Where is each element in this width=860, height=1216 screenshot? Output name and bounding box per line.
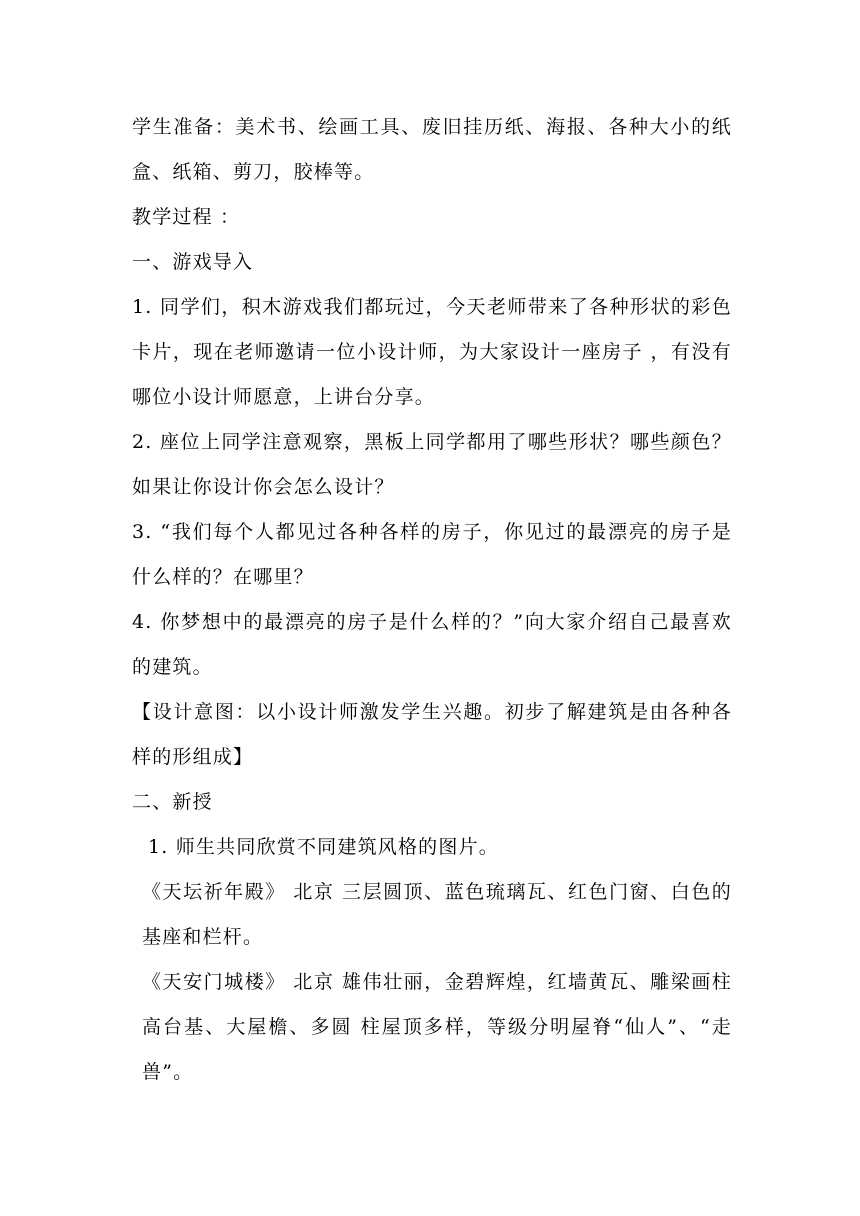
- list-item-2: 2. 座位上同学注意观察，黑板上同学都用了哪些形状？哪些颜色？如果让你设计你会怎么设计？: [132, 431, 732, 498]
- section-heading-new-lesson: 二、新授: [132, 791, 213, 813]
- temple-of-heaven-description: 《天坛祈年殿》 北京 三层圆顶、蓝色琉璃瓦、红色门窗、白色的基座和栏杆。: [142, 881, 732, 948]
- section-heading-game-intro: 一、游戏导入: [132, 251, 254, 273]
- document-body: [132, 105, 732, 1095]
- design-intent-note: 【设计意图：以小设计师激发学生兴趣。初步了解建筑是由各种各样的形组成】: [132, 701, 732, 768]
- list-item-4: 4. 你梦想中的最漂亮的房子是什么样的？”向大家介绍自己最喜欢的建筑。: [132, 611, 732, 678]
- list-item-1: 1. 同学们，积木游戏我们都玩过，今天老师带来了各种形状的彩色卡片，现在老师邀请一位小设计师，为大家设计一座房子 ，有没有哪位小设计师愿意，上讲台分享。: [132, 296, 732, 408]
- teaching-process-heading: 教学过程 ：: [132, 206, 241, 228]
- tiananmen-description: 《天安门城楼》 北京 雄伟壮丽，金碧辉煌，红墙黄瓦、雕梁画柱高台基、大屋檐、多圆 柱屋顶多样，等级分明屋脊“仙人”、“走兽”。: [142, 971, 732, 1083]
- list-item-3: 3. “我们每个人都见过各种各样的房子，你见过的最漂亮的房子是什么样的？在哪里？: [132, 521, 732, 588]
- student-preparation-paragraph: 学生准备：美术书、绘画工具、废旧挂历纸、海报、各种大小的纸盒、纸箱、剪刀，胶棒等。: [132, 116, 732, 183]
- new-lesson-item-1: 1. 师生共同欣赏不同建筑风格的图片。: [148, 836, 499, 858]
